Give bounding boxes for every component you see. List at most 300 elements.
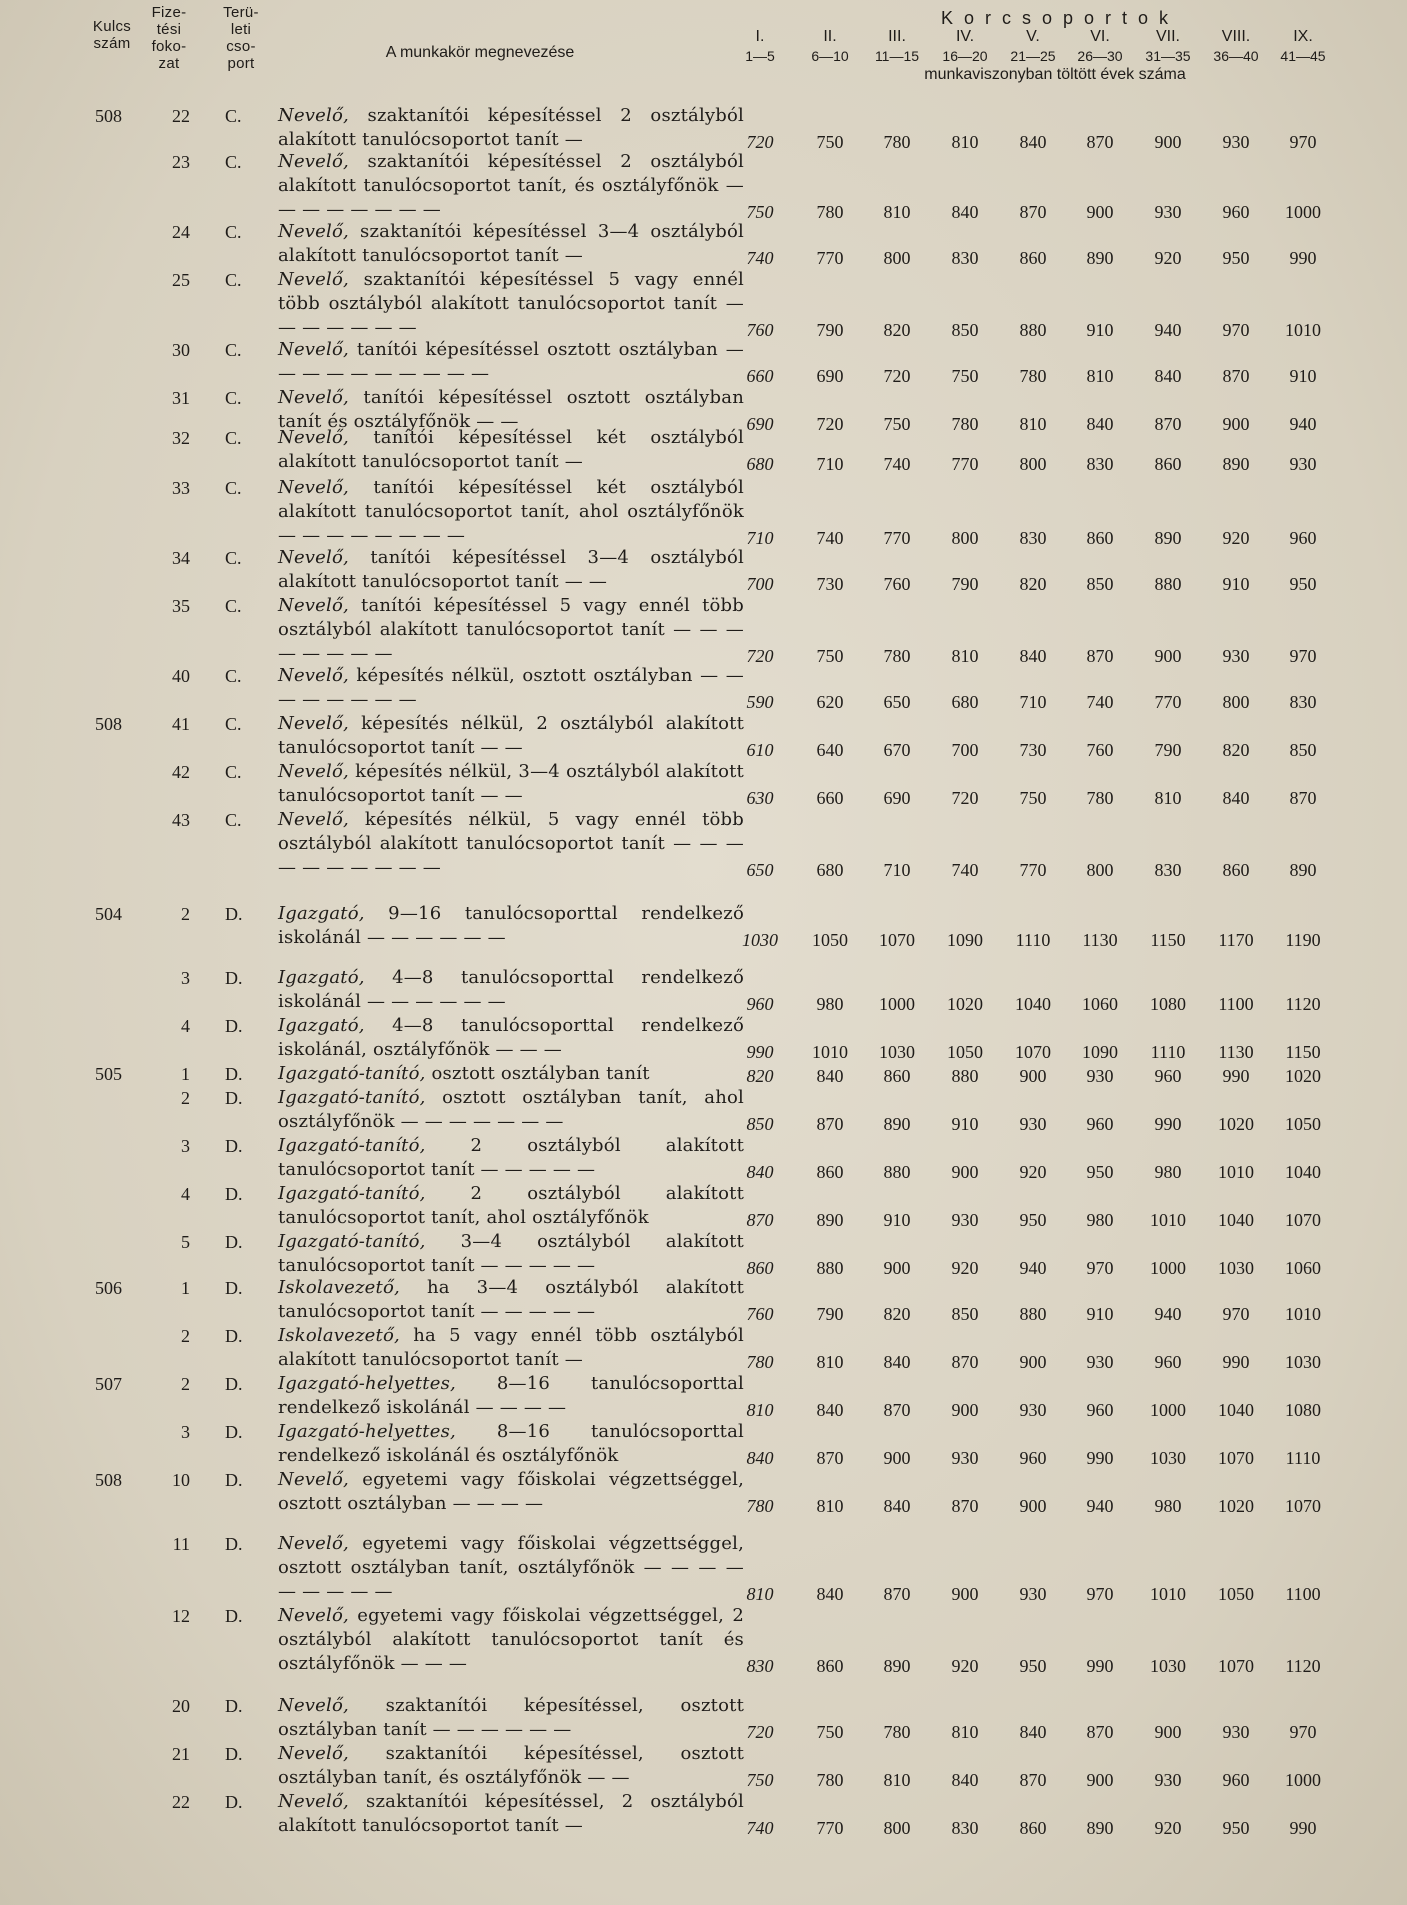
munkakor-description bbox=[278, 808, 744, 880]
salary-value-col-7: 830 bbox=[1154, 860, 1182, 880]
munkakor-title: Nevelő, bbox=[278, 105, 349, 126]
salary-value-col-7: 940 bbox=[1154, 1304, 1182, 1324]
munkakor-title: Nevelő, bbox=[278, 1533, 349, 1554]
salary-value-col-3: 710 bbox=[883, 860, 911, 880]
salary-value-col-5: 930 bbox=[1019, 1400, 1047, 1420]
header-munkakor: A munkakör megnevezése bbox=[385, 44, 575, 61]
salary-value-col-1: 690 bbox=[746, 414, 774, 434]
munkakor-text: tanítói képesítéssel két osztályból alakított tanulócsoportot tanít — bbox=[278, 427, 744, 472]
munkakor-text: tanítói képesítéssel két osztályból alakított tanulócsoportot tanít, ahol osztályfőnök — — — — — — — — bbox=[278, 477, 744, 546]
munkakor-title: Nevelő, bbox=[278, 595, 349, 616]
salary-value-col-5: 820 bbox=[1019, 574, 1047, 594]
fizetesi-fokozat: 41 bbox=[172, 714, 190, 734]
salary-value-col-2: 660 bbox=[816, 788, 844, 808]
salary-value-col-3: 780 bbox=[883, 132, 911, 152]
salary-value-col-5: 810 bbox=[1019, 414, 1047, 434]
salary-value-col-6: 900 bbox=[1086, 1770, 1114, 1790]
salary-value-col-5: 950 bbox=[1019, 1210, 1047, 1230]
salary-value-col-4: 870 bbox=[951, 1352, 979, 1372]
header-roman-5: V. bbox=[1026, 28, 1040, 45]
salary-value-col-7: 1030 bbox=[1150, 1448, 1186, 1468]
salary-value-col-9: 970 bbox=[1289, 132, 1317, 152]
munkakor-title: Nevelő, bbox=[278, 809, 349, 830]
salary-value-col-7: 920 bbox=[1154, 1818, 1182, 1838]
munkakor-description bbox=[278, 1420, 744, 1468]
salary-value-col-6: 850 bbox=[1086, 574, 1114, 594]
salary-value-col-8: 970 bbox=[1222, 1304, 1250, 1324]
munkakor-text: 4—8 tanulócsoporttal rendelkező iskolánál — — — — — — bbox=[278, 967, 744, 1012]
salary-value-col-8: 1020 bbox=[1218, 1496, 1254, 1516]
salary-value-col-7: 1000 bbox=[1150, 1258, 1186, 1278]
salary-value-col-1: 760 bbox=[746, 320, 774, 340]
fizetesi-fokozat: 3 bbox=[181, 1422, 190, 1442]
salary-value-col-9: 1120 bbox=[1285, 994, 1321, 1014]
salary-value-col-9: 1080 bbox=[1285, 1400, 1321, 1420]
salary-value-col-2: 620 bbox=[816, 692, 844, 712]
munkakor-text: tanítói képesítéssel 3—4 osztályból alakított tanulócsoportot tanít — — bbox=[278, 547, 744, 592]
salary-value-col-9: 970 bbox=[1289, 646, 1317, 666]
header-roman-4: IV. bbox=[955, 28, 975, 45]
munkakor-title: Nevelő, bbox=[278, 1695, 349, 1716]
salary-value-col-4: 830 bbox=[951, 1818, 979, 1838]
salary-value-col-7: 1010 bbox=[1150, 1210, 1186, 1230]
salary-value-col-3: 880 bbox=[883, 1162, 911, 1182]
munkakor-description bbox=[278, 594, 744, 666]
salary-value-col-9: 1150 bbox=[1285, 1042, 1321, 1062]
salary-value-col-2: 870 bbox=[816, 1114, 844, 1134]
munkakor-text: ha 5 vagy ennél több osztályból alakított tanulócsoportot tanít — bbox=[278, 1325, 744, 1370]
teruleti-csoport: C. bbox=[225, 152, 242, 172]
salary-value-col-2: 640 bbox=[816, 740, 844, 760]
salary-value-col-7: 900 bbox=[1154, 1722, 1182, 1742]
munkakor-text: 3—4 osztályból alakított tanulócsoportot tanít — — — — — bbox=[278, 1231, 744, 1276]
salary-value-col-4: 910 bbox=[951, 1114, 979, 1134]
salary-value-col-7: 1010 bbox=[1150, 1584, 1186, 1604]
salary-value-col-8: 910 bbox=[1222, 574, 1250, 594]
munkakor-description bbox=[278, 1182, 744, 1230]
salary-value-col-9: 1070 bbox=[1285, 1210, 1321, 1230]
salary-value-col-1: 810 bbox=[746, 1584, 774, 1604]
munkakor-title: Nevelő, bbox=[278, 387, 349, 408]
salary-value-col-7: 810 bbox=[1154, 788, 1182, 808]
munkakor-description bbox=[278, 1790, 744, 1838]
salary-value-col-8: 960 bbox=[1222, 202, 1250, 222]
munkakor-title: Igazgató-tanító, bbox=[278, 1135, 426, 1156]
salary-value-col-6: 870 bbox=[1086, 1722, 1114, 1742]
salary-value-col-7: 930 bbox=[1154, 1770, 1182, 1790]
salary-value-col-5: 900 bbox=[1019, 1352, 1047, 1372]
salary-value-col-1: 660 bbox=[746, 366, 774, 386]
fizetesi-fokozat: 2 bbox=[181, 1374, 190, 1394]
fizetesi-fokozat: 22 bbox=[172, 106, 190, 126]
salary-value-col-3: 840 bbox=[883, 1352, 911, 1372]
salary-value-col-1: 760 bbox=[746, 1304, 774, 1324]
kulcs-szam: 508 bbox=[95, 714, 122, 734]
salary-value-col-1: 590 bbox=[746, 692, 774, 712]
salary-value-col-6: 830 bbox=[1086, 454, 1114, 474]
salary-value-col-7: 1150 bbox=[1150, 930, 1186, 950]
salary-value-col-9: 1020 bbox=[1285, 1066, 1321, 1086]
salary-value-col-1: 990 bbox=[746, 1042, 774, 1062]
salary-value-col-6: 950 bbox=[1086, 1162, 1114, 1182]
salary-value-col-1: 750 bbox=[746, 202, 774, 222]
salary-value-col-8: 960 bbox=[1222, 1770, 1250, 1790]
teruleti-csoport: C. bbox=[225, 596, 242, 616]
header-roman-9: IX. bbox=[1293, 28, 1313, 45]
munkakor-description bbox=[278, 712, 744, 760]
fizetesi-fokozat: 33 bbox=[172, 478, 190, 498]
kulcs-szam: 508 bbox=[95, 1470, 122, 1490]
header-range-1: 1—5 bbox=[745, 48, 775, 64]
salary-value-col-4: 900 bbox=[951, 1584, 979, 1604]
munkakor-text: szaktanítói képesítéssel 5 vagy ennél több osztályból alakított tanulócsoportot tanít — — — — — — — bbox=[278, 269, 744, 338]
salary-value-col-4: 790 bbox=[951, 574, 979, 594]
munkakor-description bbox=[278, 546, 744, 594]
kulcs-szam: 508 bbox=[95, 106, 122, 126]
salary-value-col-8: 1170 bbox=[1218, 930, 1254, 950]
salary-value-col-5: 750 bbox=[1019, 788, 1047, 808]
salary-value-col-1: 700 bbox=[746, 574, 774, 594]
teruleti-csoport: C. bbox=[225, 548, 242, 568]
kulcs-szam: 507 bbox=[95, 1374, 122, 1394]
munkakor-title: Nevelő, bbox=[278, 665, 349, 686]
salary-value-col-3: 890 bbox=[883, 1656, 911, 1676]
fizetesi-fokozat: 1 bbox=[181, 1278, 190, 1298]
salary-value-col-2: 810 bbox=[816, 1496, 844, 1516]
salary-value-col-3: 780 bbox=[883, 646, 911, 666]
salary-value-col-1: 830 bbox=[746, 1656, 774, 1676]
teruleti-csoport: D. bbox=[225, 968, 243, 988]
munkakor-description bbox=[278, 1014, 744, 1062]
munkakor-description bbox=[278, 1468, 744, 1516]
munkakor-title: Nevelő, bbox=[278, 339, 349, 360]
salary-value-col-3: 690 bbox=[883, 788, 911, 808]
munkakor-text: osztott osztályban tanít, ahol osztályfőnök — — — — — — — bbox=[278, 1087, 744, 1132]
salary-value-col-8: 800 bbox=[1222, 692, 1250, 712]
salary-value-col-5: 950 bbox=[1019, 1656, 1047, 1676]
salary-value-col-4: 930 bbox=[951, 1448, 979, 1468]
munkakor-title: Igazgató-tanító, bbox=[278, 1183, 426, 1204]
fizetesi-fokozat: 5 bbox=[181, 1232, 190, 1252]
salary-value-col-6: 1090 bbox=[1082, 1042, 1118, 1062]
salary-value-col-2: 730 bbox=[816, 574, 844, 594]
salary-value-col-1: 740 bbox=[746, 1818, 774, 1838]
salary-value-col-5: 940 bbox=[1019, 1258, 1047, 1278]
fizetesi-fokozat: 32 bbox=[172, 428, 190, 448]
salary-value-col-6: 810 bbox=[1086, 366, 1114, 386]
teruleti-csoport: C. bbox=[225, 478, 242, 498]
salary-value-col-6: 960 bbox=[1086, 1400, 1114, 1420]
salary-value-col-1: 750 bbox=[746, 1770, 774, 1790]
munkakor-text: szaktanítói képesítéssel, 2 osztályból alakított tanulócsoportot tanít — bbox=[278, 1791, 744, 1836]
salary-value-col-9: 1110 bbox=[1285, 1448, 1321, 1468]
salary-value-col-5: 900 bbox=[1019, 1066, 1047, 1086]
salary-value-col-1: 720 bbox=[746, 646, 774, 666]
salary-value-col-4: 830 bbox=[951, 248, 979, 268]
salary-value-col-8: 860 bbox=[1222, 860, 1250, 880]
fizetesi-fokozat: 1 bbox=[181, 1064, 190, 1084]
teruleti-csoport: C. bbox=[225, 666, 242, 686]
fizetesi-fokozat: 24 bbox=[172, 222, 190, 242]
salary-value-col-6: 960 bbox=[1086, 1114, 1114, 1134]
salary-value-col-5: 960 bbox=[1019, 1448, 1047, 1468]
salary-value-col-8: 820 bbox=[1222, 740, 1250, 760]
munkakor-title: Nevelő, bbox=[278, 269, 349, 290]
salary-value-col-3: 670 bbox=[883, 740, 911, 760]
munkakor-title: Nevelő, bbox=[278, 1605, 349, 1626]
fizetesi-fokozat: 30 bbox=[172, 340, 190, 360]
salary-value-col-6: 840 bbox=[1086, 414, 1114, 434]
salary-value-col-8: 1020 bbox=[1218, 1114, 1254, 1134]
salary-value-col-9: 1010 bbox=[1285, 1304, 1321, 1324]
salary-value-col-9: 1000 bbox=[1285, 202, 1321, 222]
munkakor-description bbox=[278, 1086, 744, 1134]
salary-value-col-4: 880 bbox=[951, 1066, 979, 1086]
munkakor-description bbox=[278, 1532, 744, 1604]
salary-value-col-6: 740 bbox=[1086, 692, 1114, 712]
salary-value-col-8: 920 bbox=[1222, 528, 1250, 548]
fizetesi-fokozat: 3 bbox=[181, 968, 190, 988]
munkakor-text: egyetemi vagy főiskolai végzettséggel, osztott osztályban tanít, osztályfőnök — — — — — — — — — bbox=[278, 1533, 744, 1602]
salary-value-col-7: 960 bbox=[1154, 1352, 1182, 1372]
salary-value-col-5: 870 bbox=[1019, 1770, 1047, 1790]
salary-value-col-6: 990 bbox=[1086, 1656, 1114, 1676]
salary-value-col-2: 770 bbox=[816, 1818, 844, 1838]
munkakor-description bbox=[278, 150, 744, 222]
salary-value-col-4: 740 bbox=[951, 860, 979, 880]
salary-value-col-6: 860 bbox=[1086, 528, 1114, 548]
fizetesi-fokozat: 2 bbox=[181, 1088, 190, 1108]
fizetesi-fokozat: 25 bbox=[172, 270, 190, 290]
munkakor-text: tanítói képesítéssel 5 vagy ennél több osztályból alakított tanulócsoportot tanít — — — — — — — — bbox=[278, 595, 744, 664]
salary-value-col-2: 750 bbox=[816, 1722, 844, 1742]
munkakor-description bbox=[278, 1742, 744, 1790]
salary-value-col-2: 780 bbox=[816, 1770, 844, 1790]
fizetesi-fokozat: 23 bbox=[172, 152, 190, 172]
salary-value-col-1: 630 bbox=[746, 788, 774, 808]
salary-value-col-4: 1050 bbox=[947, 1042, 983, 1062]
salary-value-col-3: 720 bbox=[883, 366, 911, 386]
salary-value-col-3: 800 bbox=[883, 248, 911, 268]
salary-value-col-1: 960 bbox=[746, 994, 774, 1014]
fizetesi-fokozat: 11 bbox=[172, 1534, 190, 1554]
munkakor-title: Nevelő, bbox=[278, 221, 349, 242]
salary-value-col-9: 960 bbox=[1289, 528, 1317, 548]
munkakor-text: képesítés nélkül, 5 vagy ennél több osztályból alakított tanulócsoportot tanít — — — — — — — — — — bbox=[278, 809, 744, 878]
salary-value-col-2: 810 bbox=[816, 1352, 844, 1372]
teruleti-csoport: D. bbox=[225, 1278, 243, 1298]
salary-value-col-2: 790 bbox=[816, 1304, 844, 1324]
salary-value-col-1: 650 bbox=[746, 860, 774, 880]
salary-value-col-3: 870 bbox=[883, 1400, 911, 1420]
header-subtitle: munkaviszonyban töltött évek száma bbox=[924, 66, 1186, 83]
salary-value-col-7: 1080 bbox=[1150, 994, 1186, 1014]
salary-value-col-6: 980 bbox=[1086, 1210, 1114, 1230]
header-kulcs: Kulcs szám bbox=[92, 18, 132, 52]
salary-value-col-6: 1130 bbox=[1082, 930, 1118, 950]
salary-value-col-5: 830 bbox=[1019, 528, 1047, 548]
salary-value-col-7: 980 bbox=[1154, 1496, 1182, 1516]
salary-value-col-8: 840 bbox=[1222, 788, 1250, 808]
salary-value-col-9: 1050 bbox=[1285, 1114, 1321, 1134]
salary-value-col-8: 870 bbox=[1222, 366, 1250, 386]
munkakor-title: Nevelő, bbox=[278, 1743, 349, 1764]
munkakor-title: Nevelő, bbox=[278, 761, 349, 782]
salary-value-col-5: 770 bbox=[1019, 860, 1047, 880]
munkakor-description bbox=[278, 1694, 744, 1742]
teruleti-csoport: C. bbox=[225, 762, 242, 782]
salary-value-col-3: 820 bbox=[883, 1304, 911, 1324]
fizetesi-fokozat: 2 bbox=[181, 904, 190, 924]
salary-value-col-9: 1060 bbox=[1285, 1258, 1321, 1278]
munkakor-text: egyetemi vagy főiskolai végzettséggel, 2 osztályból alakított tanulócsoportot tanít és osztályfőnök — — — bbox=[278, 1605, 744, 1674]
salary-value-col-9: 850 bbox=[1289, 740, 1317, 760]
salary-value-col-6: 930 bbox=[1086, 1352, 1114, 1372]
munkakor-title: Igazgató-helyettes, bbox=[278, 1373, 456, 1394]
salary-value-col-1: 720 bbox=[746, 132, 774, 152]
munkakor-text: szaktanítói képesítéssel 2 osztályból alakított tanulócsoportot tanít, és osztályfőnök — — — — — — — — bbox=[278, 151, 744, 220]
munkakor-text: 4—8 tanulócsoporttal rendelkező iskolánál, osztályfőnök — — — bbox=[278, 1015, 744, 1060]
salary-value-col-5: 880 bbox=[1019, 320, 1047, 340]
fizetesi-fokozat: 42 bbox=[172, 762, 190, 782]
munkakor-title: Nevelő, bbox=[278, 427, 349, 448]
salary-value-col-2: 710 bbox=[816, 454, 844, 474]
salary-value-col-8: 1100 bbox=[1218, 994, 1254, 1014]
salary-value-col-4: 680 bbox=[951, 692, 979, 712]
salary-value-col-2: 750 bbox=[816, 132, 844, 152]
munkakor-description bbox=[278, 966, 744, 1014]
header-range-3: 11—15 bbox=[874, 48, 920, 64]
salary-value-col-4: 810 bbox=[951, 132, 979, 152]
header-roman-7: VII. bbox=[1155, 28, 1180, 45]
salary-value-col-8: 930 bbox=[1222, 1722, 1250, 1742]
salary-value-col-1: 720 bbox=[746, 1722, 774, 1742]
salary-value-col-7: 900 bbox=[1154, 132, 1182, 152]
munkakor-text: tanítói képesítéssel osztott osztályban — — — — — — — — — — bbox=[278, 339, 744, 384]
munkakor-description bbox=[278, 1324, 744, 1372]
munkakor-title: Nevelő, bbox=[278, 151, 349, 172]
salary-value-col-7: 1000 bbox=[1150, 1400, 1186, 1420]
munkakor-text: ha 3—4 osztályból alakított tanulócsoportot tanít — — — — — bbox=[278, 1277, 744, 1322]
salary-value-col-4: 850 bbox=[951, 320, 979, 340]
salary-value-col-7: 1030 bbox=[1150, 1656, 1186, 1676]
salary-value-col-2: 780 bbox=[816, 202, 844, 222]
munkakor-title: Nevelő, bbox=[278, 477, 349, 498]
salary-value-col-4: 750 bbox=[951, 366, 979, 386]
salary-value-col-4: 700 bbox=[951, 740, 979, 760]
salary-value-col-3: 800 bbox=[883, 1818, 911, 1838]
salary-value-col-3: 900 bbox=[883, 1258, 911, 1278]
fizetesi-fokozat: 40 bbox=[172, 666, 190, 686]
salary-value-col-6: 940 bbox=[1086, 1496, 1114, 1516]
salary-value-col-7: 860 bbox=[1154, 454, 1182, 474]
header-range-9: 41—45 bbox=[1280, 48, 1326, 64]
salary-value-col-6: 870 bbox=[1086, 132, 1114, 152]
salary-value-col-3: 770 bbox=[883, 528, 911, 548]
salary-value-col-1: 680 bbox=[746, 454, 774, 474]
salary-value-col-3: 810 bbox=[883, 1770, 911, 1790]
salary-value-col-9: 890 bbox=[1289, 860, 1317, 880]
salary-value-col-5: 840 bbox=[1019, 1722, 1047, 1742]
salary-value-col-8: 1010 bbox=[1218, 1162, 1254, 1182]
salary-value-col-8: 900 bbox=[1222, 414, 1250, 434]
fizetesi-fokozat: 43 bbox=[172, 810, 190, 830]
fizetesi-fokozat: 31 bbox=[172, 388, 190, 408]
teruleti-csoport: D. bbox=[225, 1470, 243, 1490]
teruleti-csoport: D. bbox=[225, 1374, 243, 1394]
salary-value-col-4: 780 bbox=[951, 414, 979, 434]
munkakor-title: Nevelő, bbox=[278, 547, 349, 568]
salary-value-col-7: 770 bbox=[1154, 692, 1182, 712]
munkakor-title: Nevelő, bbox=[278, 1469, 349, 1490]
salary-value-col-9: 870 bbox=[1289, 788, 1317, 808]
salary-value-col-9: 910 bbox=[1289, 366, 1317, 386]
salary-value-col-4: 1020 bbox=[947, 994, 983, 1014]
header-range-4: 16—20 bbox=[942, 48, 988, 64]
munkakor-title: Igazgató-tanító, bbox=[278, 1063, 426, 1084]
munkakor-title: Nevelő, bbox=[278, 713, 349, 734]
salary-value-col-2: 840 bbox=[816, 1400, 844, 1420]
salary-value-col-7: 880 bbox=[1154, 574, 1182, 594]
munkakor-description bbox=[278, 760, 744, 808]
munkakor-description bbox=[278, 426, 744, 474]
salary-value-col-2: 790 bbox=[816, 320, 844, 340]
salary-value-col-7: 900 bbox=[1154, 646, 1182, 666]
salary-value-col-4: 850 bbox=[951, 1304, 979, 1324]
salary-value-col-9: 1120 bbox=[1285, 1656, 1321, 1676]
salary-value-col-4: 920 bbox=[951, 1656, 979, 1676]
munkakor-text: szaktanítói képesítéssel, osztott osztályban tanít — — — — — — bbox=[278, 1695, 744, 1740]
salary-value-col-6: 990 bbox=[1086, 1448, 1114, 1468]
salary-value-col-6: 910 bbox=[1086, 1304, 1114, 1324]
munkakor-description bbox=[278, 1062, 744, 1086]
teruleti-csoport: D. bbox=[225, 1606, 243, 1626]
salary-value-col-1: 810 bbox=[746, 1400, 774, 1420]
salary-value-col-2: 980 bbox=[816, 994, 844, 1014]
salary-value-col-9: 940 bbox=[1289, 414, 1317, 434]
munkakor-text: egyetemi vagy főiskolai végzettséggel, osztott osztályban — — — — bbox=[278, 1469, 744, 1514]
salary-value-col-8: 950 bbox=[1222, 248, 1250, 268]
salary-value-col-8: 970 bbox=[1222, 320, 1250, 340]
fizetesi-fokozat: 4 bbox=[181, 1016, 190, 1036]
salary-value-col-9: 930 bbox=[1289, 454, 1317, 474]
munkakor-text: szaktanítói képesítéssel, osztott osztályban tanít, és osztályfőnök — — bbox=[278, 1743, 744, 1788]
munkakor-description bbox=[278, 220, 744, 268]
salary-value-col-6: 970 bbox=[1086, 1258, 1114, 1278]
header-range-6: 26—30 bbox=[1077, 48, 1123, 64]
salary-value-col-7: 840 bbox=[1154, 366, 1182, 386]
salary-value-col-4: 800 bbox=[951, 528, 979, 548]
salary-value-col-8: 1040 bbox=[1218, 1400, 1254, 1420]
salary-value-col-7: 960 bbox=[1154, 1066, 1182, 1086]
salary-value-col-9: 830 bbox=[1289, 692, 1317, 712]
salary-value-col-3: 1070 bbox=[879, 930, 915, 950]
salary-value-col-4: 870 bbox=[951, 1496, 979, 1516]
teruleti-csoport: C. bbox=[225, 222, 242, 242]
munkakor-text: 8—16 tanulócsoporttal rendelkező iskolánál — — — — bbox=[278, 1373, 744, 1418]
salary-value-col-5: 1110 bbox=[1015, 930, 1051, 950]
salary-value-col-5: 710 bbox=[1019, 692, 1047, 712]
header-range-2: 6—10 bbox=[811, 48, 849, 64]
salary-value-col-2: 880 bbox=[816, 1258, 844, 1278]
fizetesi-fokozat: 12 bbox=[172, 1606, 190, 1626]
salary-value-col-4: 840 bbox=[951, 202, 979, 222]
teruleti-csoport: C. bbox=[225, 388, 242, 408]
salary-value-col-2: 680 bbox=[816, 860, 844, 880]
salary-value-col-5: 730 bbox=[1019, 740, 1047, 760]
salary-value-col-6: 970 bbox=[1086, 1584, 1114, 1604]
salary-value-col-3: 740 bbox=[883, 454, 911, 474]
